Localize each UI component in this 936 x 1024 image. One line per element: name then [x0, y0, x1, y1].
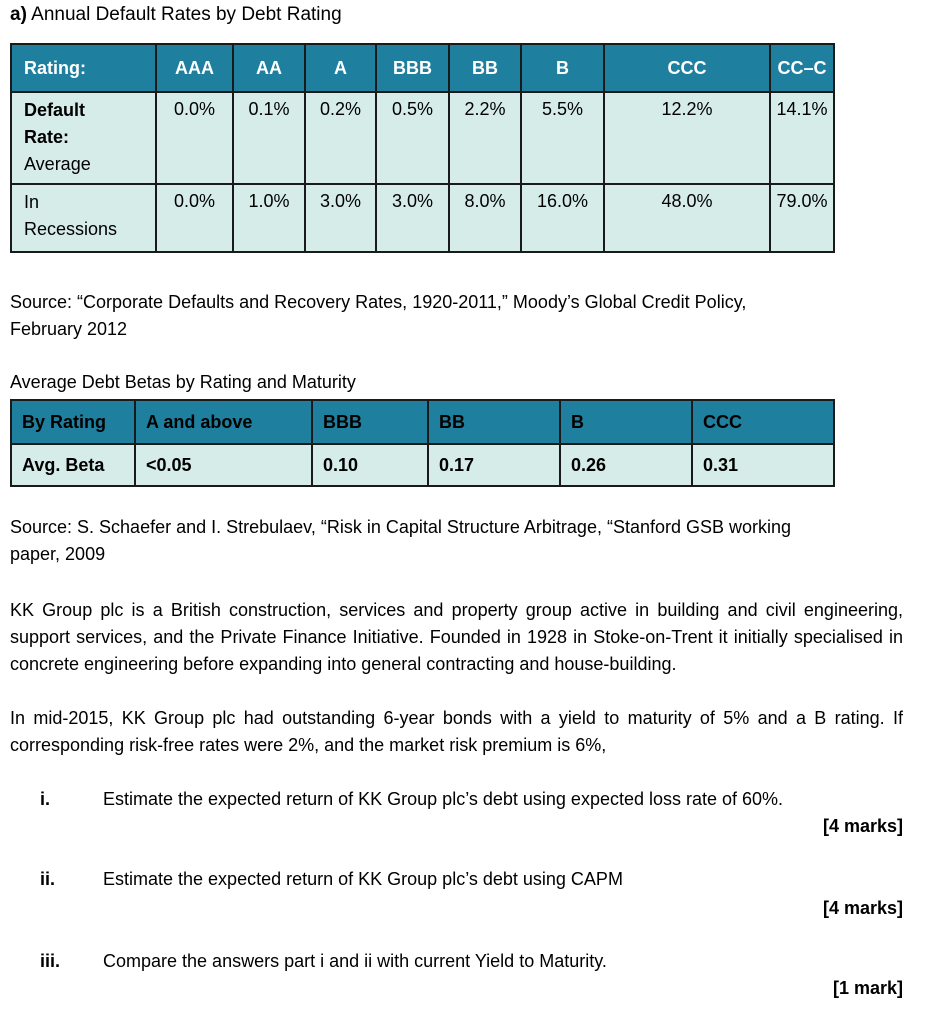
header-ccc: CCC	[604, 44, 770, 92]
question-text: Compare the answers part i and ii with current Yield to Maturity.	[103, 951, 607, 971]
header-by-rating: By Rating	[11, 400, 135, 444]
header-ccc: CCC	[692, 400, 834, 444]
cell: 0.0%	[156, 184, 233, 252]
cell: 5.5%	[521, 92, 604, 184]
cell: <0.05	[135, 444, 312, 486]
cell: 0.5%	[376, 92, 449, 184]
table-row	[11, 92, 834, 184]
debt-beta-table	[10, 399, 835, 487]
question-marks: [4 marks]	[822, 816, 903, 836]
table-row	[11, 184, 834, 252]
row-label-avg-beta: Avg. Beta	[11, 444, 135, 486]
row-label-average: Default Rate: Average	[11, 92, 156, 184]
cell: 14.1%	[770, 92, 834, 184]
header-aa: AA	[233, 44, 305, 92]
bond-description: In mid-2015, KK Group plc had outstanding 6-year bonds with a yield to maturity of 5% and a B rating. If corresponding risk-free rates were 2%, and the market risk premium is 6%,	[10, 708, 903, 755]
question-marks: [1 mark]	[832, 978, 903, 998]
cell: 3.0%	[305, 184, 376, 252]
header-b: B	[560, 400, 692, 444]
cell: 0.1%	[233, 92, 305, 184]
cell: 3.0%	[376, 184, 449, 252]
default-table-header	[11, 44, 834, 92]
cell: 12.2%	[604, 92, 770, 184]
table-row	[11, 444, 834, 486]
question-marks: [4 marks]	[822, 898, 903, 918]
header-bbb: BBB	[376, 44, 449, 92]
section-heading	[10, 4, 342, 26]
header-aaa: AAA	[156, 44, 233, 92]
source-schaefer: Source: S. Schaefer and I. Strebulaev, “Risk in Capital Structure Arbitrage, “Stanford GSB working paper, 2009	[10, 517, 792, 564]
cell: 0.17	[428, 444, 560, 486]
cell: 0.2%	[305, 92, 376, 184]
header-b: B	[521, 44, 604, 92]
beta-table-header	[11, 400, 834, 444]
header-bbb: BBB	[312, 400, 428, 444]
company-description: KK Group plc is a British construction, services and property group active in building and civil engineering, support services, and the Private Finance Initiative. Founded in 1928 in Stoke-on-Trent it initially specialised in concrete engineering before expanding into general contracting and house-building.	[10, 600, 903, 674]
header-bb: BB	[428, 400, 560, 444]
header-a-and-above: A and above	[135, 400, 312, 444]
cell: 1.0%	[233, 184, 305, 252]
cell: 79.0%	[770, 184, 834, 252]
question-text: Estimate the expected return of KK Group plc’s debt using expected loss rate of 60%.	[103, 789, 784, 809]
cell: 48.0%	[604, 184, 770, 252]
question-number: ii.	[40, 869, 56, 889]
cell: 0.26	[560, 444, 692, 486]
header-a: A	[305, 44, 376, 92]
question-number: i.	[40, 789, 51, 809]
cell: 0.31	[692, 444, 834, 486]
section-title: Annual Default Rates by Debt Rating	[31, 4, 342, 25]
cell: 0.0%	[156, 92, 233, 184]
beta-table-title: Average Debt Betas by Rating and Maturity	[10, 372, 356, 392]
header-rating: Rating:	[11, 44, 156, 92]
section-label: a)	[10, 4, 27, 25]
cell: 2.2%	[449, 92, 521, 184]
cell: 8.0%	[449, 184, 521, 252]
source-moodys: Source: “Corporate Defaults and Recovery Rates, 1920-2011,” Moody’s Global Credit Policy, February 2012	[10, 292, 747, 339]
default-rates-table	[10, 43, 835, 253]
row-label-recessions: In Recessions	[11, 184, 156, 252]
question-number: iii.	[40, 951, 61, 971]
header-bb: BB	[449, 44, 521, 92]
header-cc-c: CC–C	[770, 44, 834, 92]
cell: 16.0%	[521, 184, 604, 252]
cell: 0.10	[312, 444, 428, 486]
question-text: Estimate the expected return of KK Group plc’s debt using CAPM	[103, 869, 623, 889]
